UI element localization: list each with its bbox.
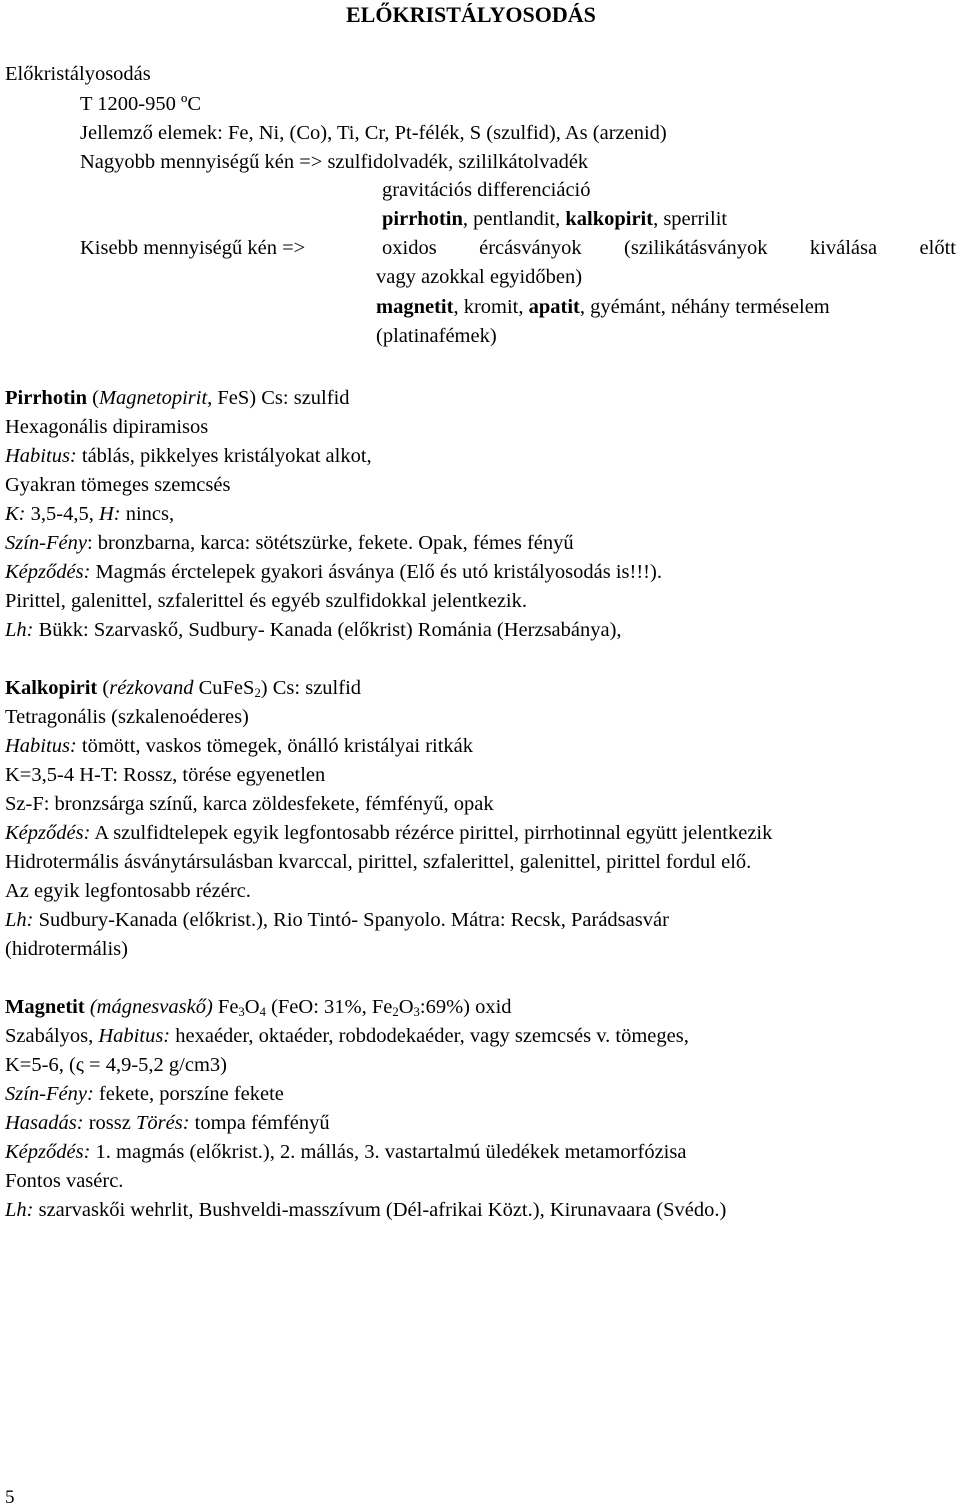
intro-temperature: T 1200-950 ºC <box>80 93 202 115</box>
intro-more-sulfur: Nagyobb mennyiségű kén => szulfidolvadék, szililkátolvadék <box>80 151 589 173</box>
kalkopirit-heading: Kalkopirit (rézkovand CuFeS$_2$) Cs: szulfid <box>5 677 362 701</box>
pirrhotin-association: Pirittel, galenittel, szfalerittel és egyéb szulfidokkal jelentkezik. <box>5 590 527 612</box>
pirrhotin-hardness: K: 3,5-4,5, H: nincs, <box>5 503 175 525</box>
pirrhotin-habitus: Habitus: táblás, pikkelyes kristályokat alkot, <box>5 445 372 467</box>
kalkopirit-localities: Lh: Sudbury-Kanada (előkrist.), Rio Tintó- Spanyolo. Mátra: Recsk, Parádsasvár <box>5 909 669 931</box>
page-number: 5 <box>5 1487 15 1508</box>
kalkopirit-color: Sz-F: bronzsárga színű, karca zöldesfekete, fémfényű, opak <box>5 793 494 815</box>
intro-less-sulfur-text: oxidos ércásványok (szilikátásványok kiválása előtt <box>382 237 956 259</box>
intro-heading: Előkristályosodás <box>5 63 151 85</box>
kalkopirit-habitus: Habitus: tömött, vaskos tömegek, önálló kristályai ritkák <box>5 735 474 757</box>
magnetit-formation: Képződés: 1. magmás (előkrist.), 2. mállás, 3. vastartalmú üledékek metamorfózisa <box>5 1141 687 1163</box>
intro-minerals-1: pirrhotin, pentlandit, kalkopirit, sperrilit <box>382 208 728 230</box>
pirrhotin-system: Hexagonális dipiramisos <box>5 416 209 438</box>
kalkopirit-localities-cont: (hidrotermális) <box>5 938 128 960</box>
intro-minerals-2-cont: (platinafémek) <box>376 325 497 347</box>
magnetit-localities: Lh: szarvaskői wehrlit, Bushveldi-masszívum (Dél-afrikai Közt.), Kirunavaara (Svédo.) <box>5 1199 727 1221</box>
kalkopirit-important: Az egyik legfontosabb rézérc. <box>5 880 251 902</box>
pirrhotin-formation: Képződés: Magmás érctelepek gyakori ásványa (Elő és utó kristályosodás is!!!). <box>5 561 662 583</box>
pirrhotin-localities: Lh: Bükk: Szarvaskő, Sudbury- Kanada (előkrist) Románia (Herzsabánya), <box>5 619 622 641</box>
magnetit-hardness: K=5-6, (ς = 4,9-5,2 g/cm3) <box>5 1054 227 1076</box>
magnetit-heading: Magnetit (mágnesvaskő) $Fe_3O_4$ (FeO: 31%, $Fe_2O_3:69\%$) oxid <box>5 996 512 1020</box>
intro-gravity: gravitációs differenciáció <box>382 179 591 201</box>
pirrhotin-color: Szín-Fény: bronzbarna, karca: sötétszürke, fekete. Opak, fémes fényű <box>5 532 574 554</box>
pirrhotin-often: Gyakran tömeges szemcsés <box>5 474 231 496</box>
pirrhotin-heading: Pirrhotin (Magnetopirit, FeS) Cs: szulfid <box>5 387 350 409</box>
magnetit-color: Szín-Fény: fekete, porszíne fekete <box>5 1083 284 1105</box>
page-title: ELŐKRISTÁLYOSODÁS <box>346 2 596 27</box>
intro-elements: Jellemző elemek: Fe, Ni, (Co), Ti, Cr, Pt-félék, S (szulfid), As (arzenid) <box>80 122 667 144</box>
intro-minerals-2: magnetit, kromit, apatit, gyémánt, néhány terméselem <box>376 296 830 318</box>
kalkopirit-system: Tetragonális (szkalenoéderes) <box>5 706 249 728</box>
kalkopirit-hardness: K=3,5-4 H-T: Rossz, törése egyenetlen <box>5 764 326 786</box>
magnetit-cleavage: Hasadás: rossz Törés: tompa fémfényű <box>5 1112 330 1134</box>
magnetit-system: Szabályos, Habitus: hexaéder, oktaéder, robdodekaéder, vagy szemcsés v. tömeges, <box>5 1025 689 1047</box>
intro-less-sulfur-label: Kisebb mennyiségű kén => <box>80 237 306 259</box>
magnetit-ore: Fontos vasérc. <box>5 1170 124 1192</box>
intro-less-sulfur-cont: vagy azokkal egyidőben) <box>376 266 583 288</box>
kalkopirit-formation: Képződés: A szulfidtelepek egyik legfontosabb rézérce pirittel, pirrhotinnal együtt jelentkezik <box>5 822 773 844</box>
kalkopirit-hydrothermal: Hidrotermális ásványtársulásban kvarccal, pirittel, szfalerittel, galenittel, pirittel fordul elő. <box>5 851 752 873</box>
